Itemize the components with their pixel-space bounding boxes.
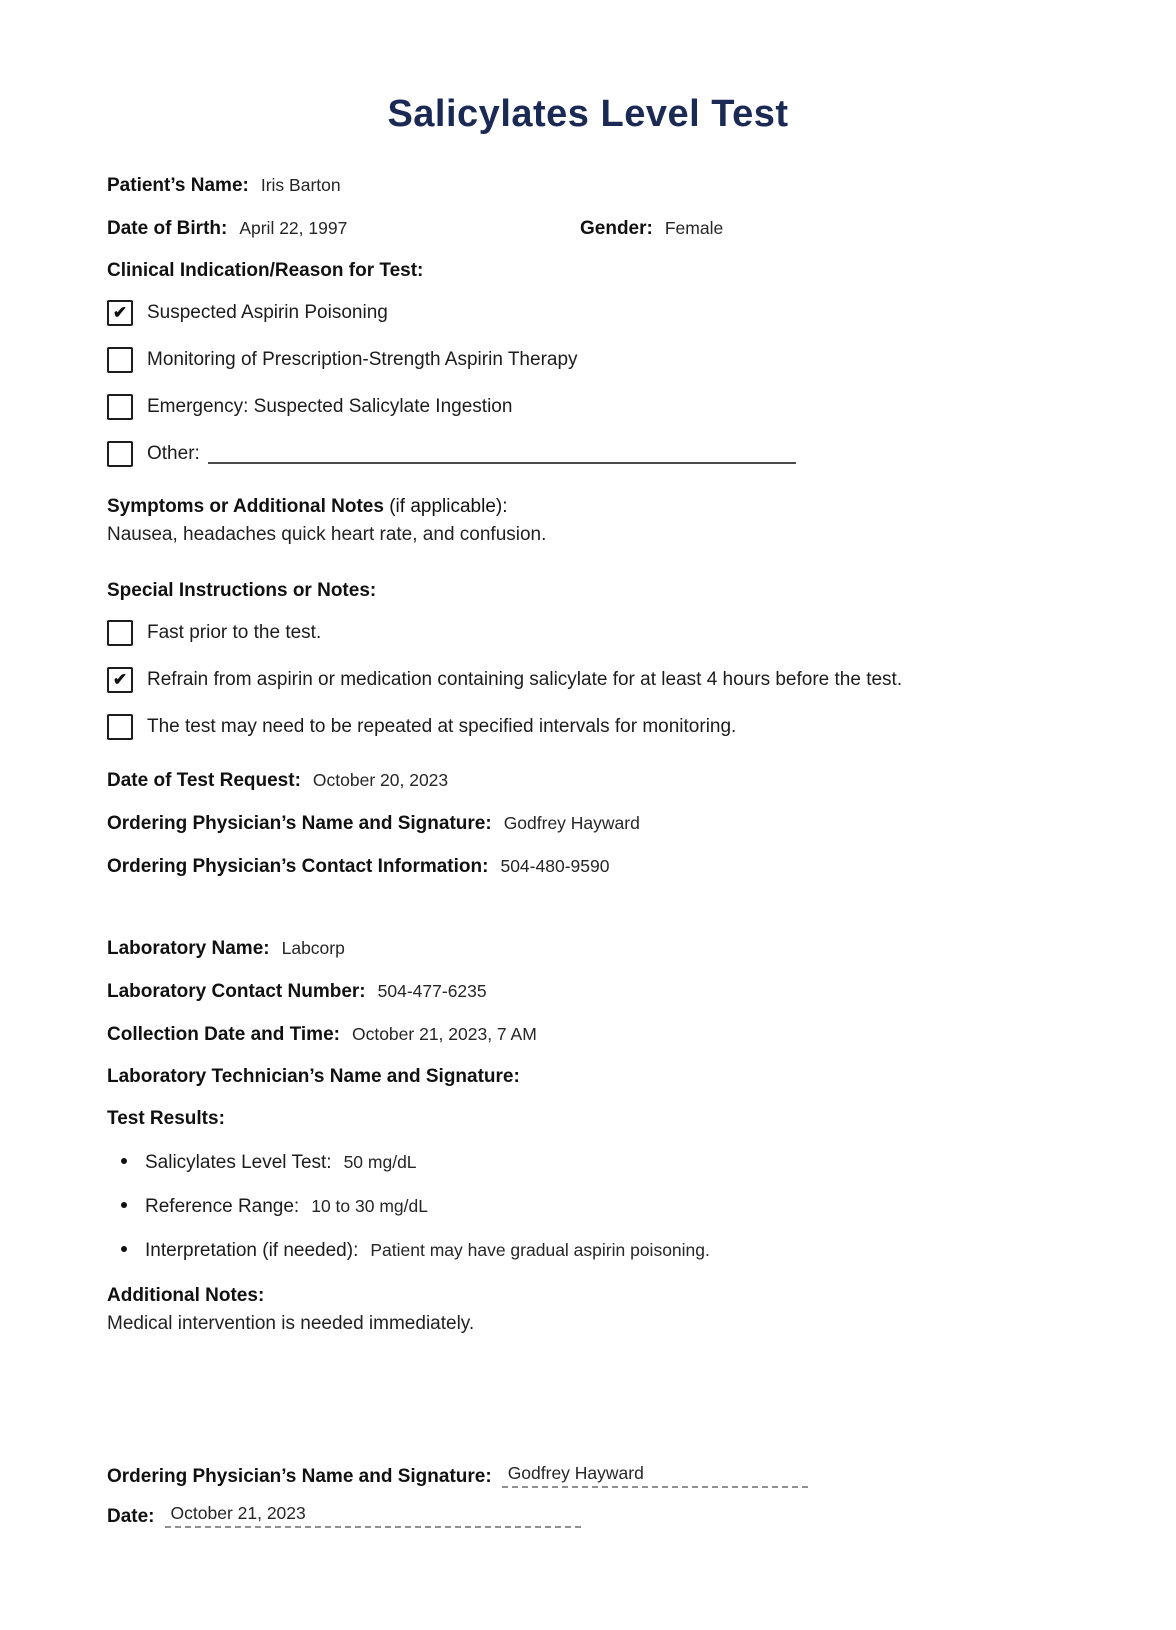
lab-technician-label: Laboratory Technician’s Name and Signature:: [107, 1066, 520, 1087]
dob-label: Date of Birth:: [107, 218, 228, 239]
checkbox-row-fast-prior: [107, 620, 1069, 646]
result-value[interactable]: 50 mg/dL: [343, 1152, 417, 1172]
laboratory-name-row: [107, 937, 1069, 960]
signature-date-line[interactable]: October 21, 2023: [165, 1502, 581, 1528]
checkbox-other[interactable]: [107, 441, 133, 467]
symptoms-heading-bold: Symptoms or Additional Notes: [107, 496, 384, 517]
result-value[interactable]: Patient may have gradual aspirin poisoning.: [370, 1240, 710, 1260]
physician-contact-label: Ordering Physician’s Contact Information:: [107, 856, 489, 877]
checkbox-label: Monitoring of Prescription-Strength Aspirin Therapy: [147, 349, 578, 370]
laboratory-contact-row: [107, 980, 1069, 1003]
bullet-icon: [121, 1246, 127, 1252]
checkbox-repeat-test[interactable]: [107, 714, 133, 740]
checkbox-label: Other:: [147, 443, 200, 464]
signature-date-label: Date:: [107, 1506, 155, 1527]
signature-date-row: [107, 1502, 1069, 1528]
gender-group: [580, 217, 723, 240]
checkbox-refrain-aspirin[interactable]: [107, 667, 133, 693]
patient-name-value[interactable]: Iris Barton: [260, 175, 341, 195]
signature-physician-row: [107, 1462, 1069, 1488]
checkbox-row-refrain-aspirin: [107, 667, 1069, 693]
checkmark-icon: ✔: [112, 302, 128, 322]
symptoms-heading-light: (if applicable):: [383, 496, 508, 517]
checkbox-row-monitoring-aspirin-therapy: [107, 347, 1069, 373]
laboratory-contact-value[interactable]: 504-477-6235: [377, 981, 487, 1001]
clinical-indication-heading: Clinical Indication/Reason for Test:: [107, 260, 424, 281]
checkbox-label: Emergency: Suspected Salicylate Ingestion: [147, 396, 513, 417]
checkbox-label: Suspected Aspirin Poisoning: [147, 302, 388, 323]
laboratory-name-label: Laboratory Name:: [107, 938, 270, 959]
additional-notes-heading: Additional Notes:: [107, 1285, 265, 1306]
signature-block: [107, 1462, 1069, 1528]
checkmark-icon: ✔: [112, 669, 128, 689]
checkbox-label: The test may need to be repeated at specified intervals for monitoring.: [147, 716, 737, 737]
collection-datetime-label: Collection Date and Time:: [107, 1024, 340, 1045]
test-request-date-row: [107, 769, 1069, 792]
signature-physician-label: Ordering Physician’s Name and Signature:: [107, 1466, 492, 1487]
dob-gender-row: [107, 217, 1069, 240]
result-item-reference-range: [107, 1195, 1069, 1218]
physician-contact-value[interactable]: 504-480-9590: [500, 856, 610, 876]
laboratory-contact-label: Laboratory Contact Number:: [107, 981, 366, 1002]
gender-label: Gender:: [580, 218, 653, 239]
checkbox-monitoring-aspirin-therapy[interactable]: [107, 347, 133, 373]
checkbox-row-other: [107, 441, 1069, 467]
checkbox-suspected-aspirin-poisoning[interactable]: [107, 300, 133, 326]
result-label: Interpretation (if needed):: [145, 1240, 359, 1261]
result-item-salicylates-level: [107, 1151, 1069, 1174]
checkbox-emergency-salicylate-ingestion[interactable]: [107, 394, 133, 420]
checkbox-label: Refrain from aspirin or medication containing salicylate for at least 4 hours before the test.: [147, 669, 903, 690]
collection-datetime-row: [107, 1023, 1069, 1046]
other-fill-line[interactable]: [208, 444, 796, 464]
patient-name-row: [107, 174, 1069, 197]
symptoms-value[interactable]: Nausea, headaches quick heart rate, and confusion.: [107, 524, 547, 545]
dob-group: [107, 217, 580, 240]
bullet-icon: [121, 1158, 127, 1164]
checkbox-row-emergency-salicylate-ingestion: [107, 394, 1069, 420]
test-results-heading: Test Results:: [107, 1108, 225, 1129]
lab-technician-row: [107, 1066, 1069, 1088]
checkbox-row-suspected-aspirin-poisoning: [107, 300, 1069, 326]
dob-value[interactable]: April 22, 1997: [239, 218, 348, 238]
gender-value[interactable]: Female: [664, 218, 724, 238]
result-item-interpretation: [107, 1239, 1069, 1262]
symptoms-heading: [107, 496, 1069, 518]
result-label: Salicylates Level Test:: [145, 1152, 332, 1173]
ordering-physician-row: [107, 812, 1069, 835]
checkbox-label: Fast prior to the test.: [147, 622, 322, 643]
signature-physician-line[interactable]: Godfrey Hayward: [502, 1462, 808, 1488]
checkbox-fast-prior[interactable]: [107, 620, 133, 646]
ordering-physician-label: Ordering Physician’s Name and Signature:: [107, 813, 492, 834]
patient-name-label: Patient’s Name:: [107, 175, 249, 196]
bullet-icon: [121, 1202, 127, 1208]
result-label: Reference Range:: [145, 1196, 300, 1217]
test-request-date-value[interactable]: October 20, 2023: [312, 770, 449, 790]
additional-notes-value[interactable]: Medical intervention is needed immediately.: [107, 1313, 475, 1334]
laboratory-name-value[interactable]: Labcorp: [281, 938, 345, 958]
physician-contact-row: [107, 855, 1069, 878]
result-value[interactable]: 10 to 30 mg/dL: [311, 1196, 428, 1216]
checkbox-row-repeat-test: [107, 714, 1069, 740]
ordering-physician-value[interactable]: Godfrey Hayward: [503, 813, 640, 833]
collection-datetime-value[interactable]: October 21, 2023, 7 AM: [351, 1024, 537, 1044]
test-request-date-label: Date of Test Request:: [107, 770, 301, 791]
special-instructions-heading: Special Instructions or Notes:: [107, 580, 377, 601]
page-title: Salicylates Level Test: [387, 93, 789, 135]
